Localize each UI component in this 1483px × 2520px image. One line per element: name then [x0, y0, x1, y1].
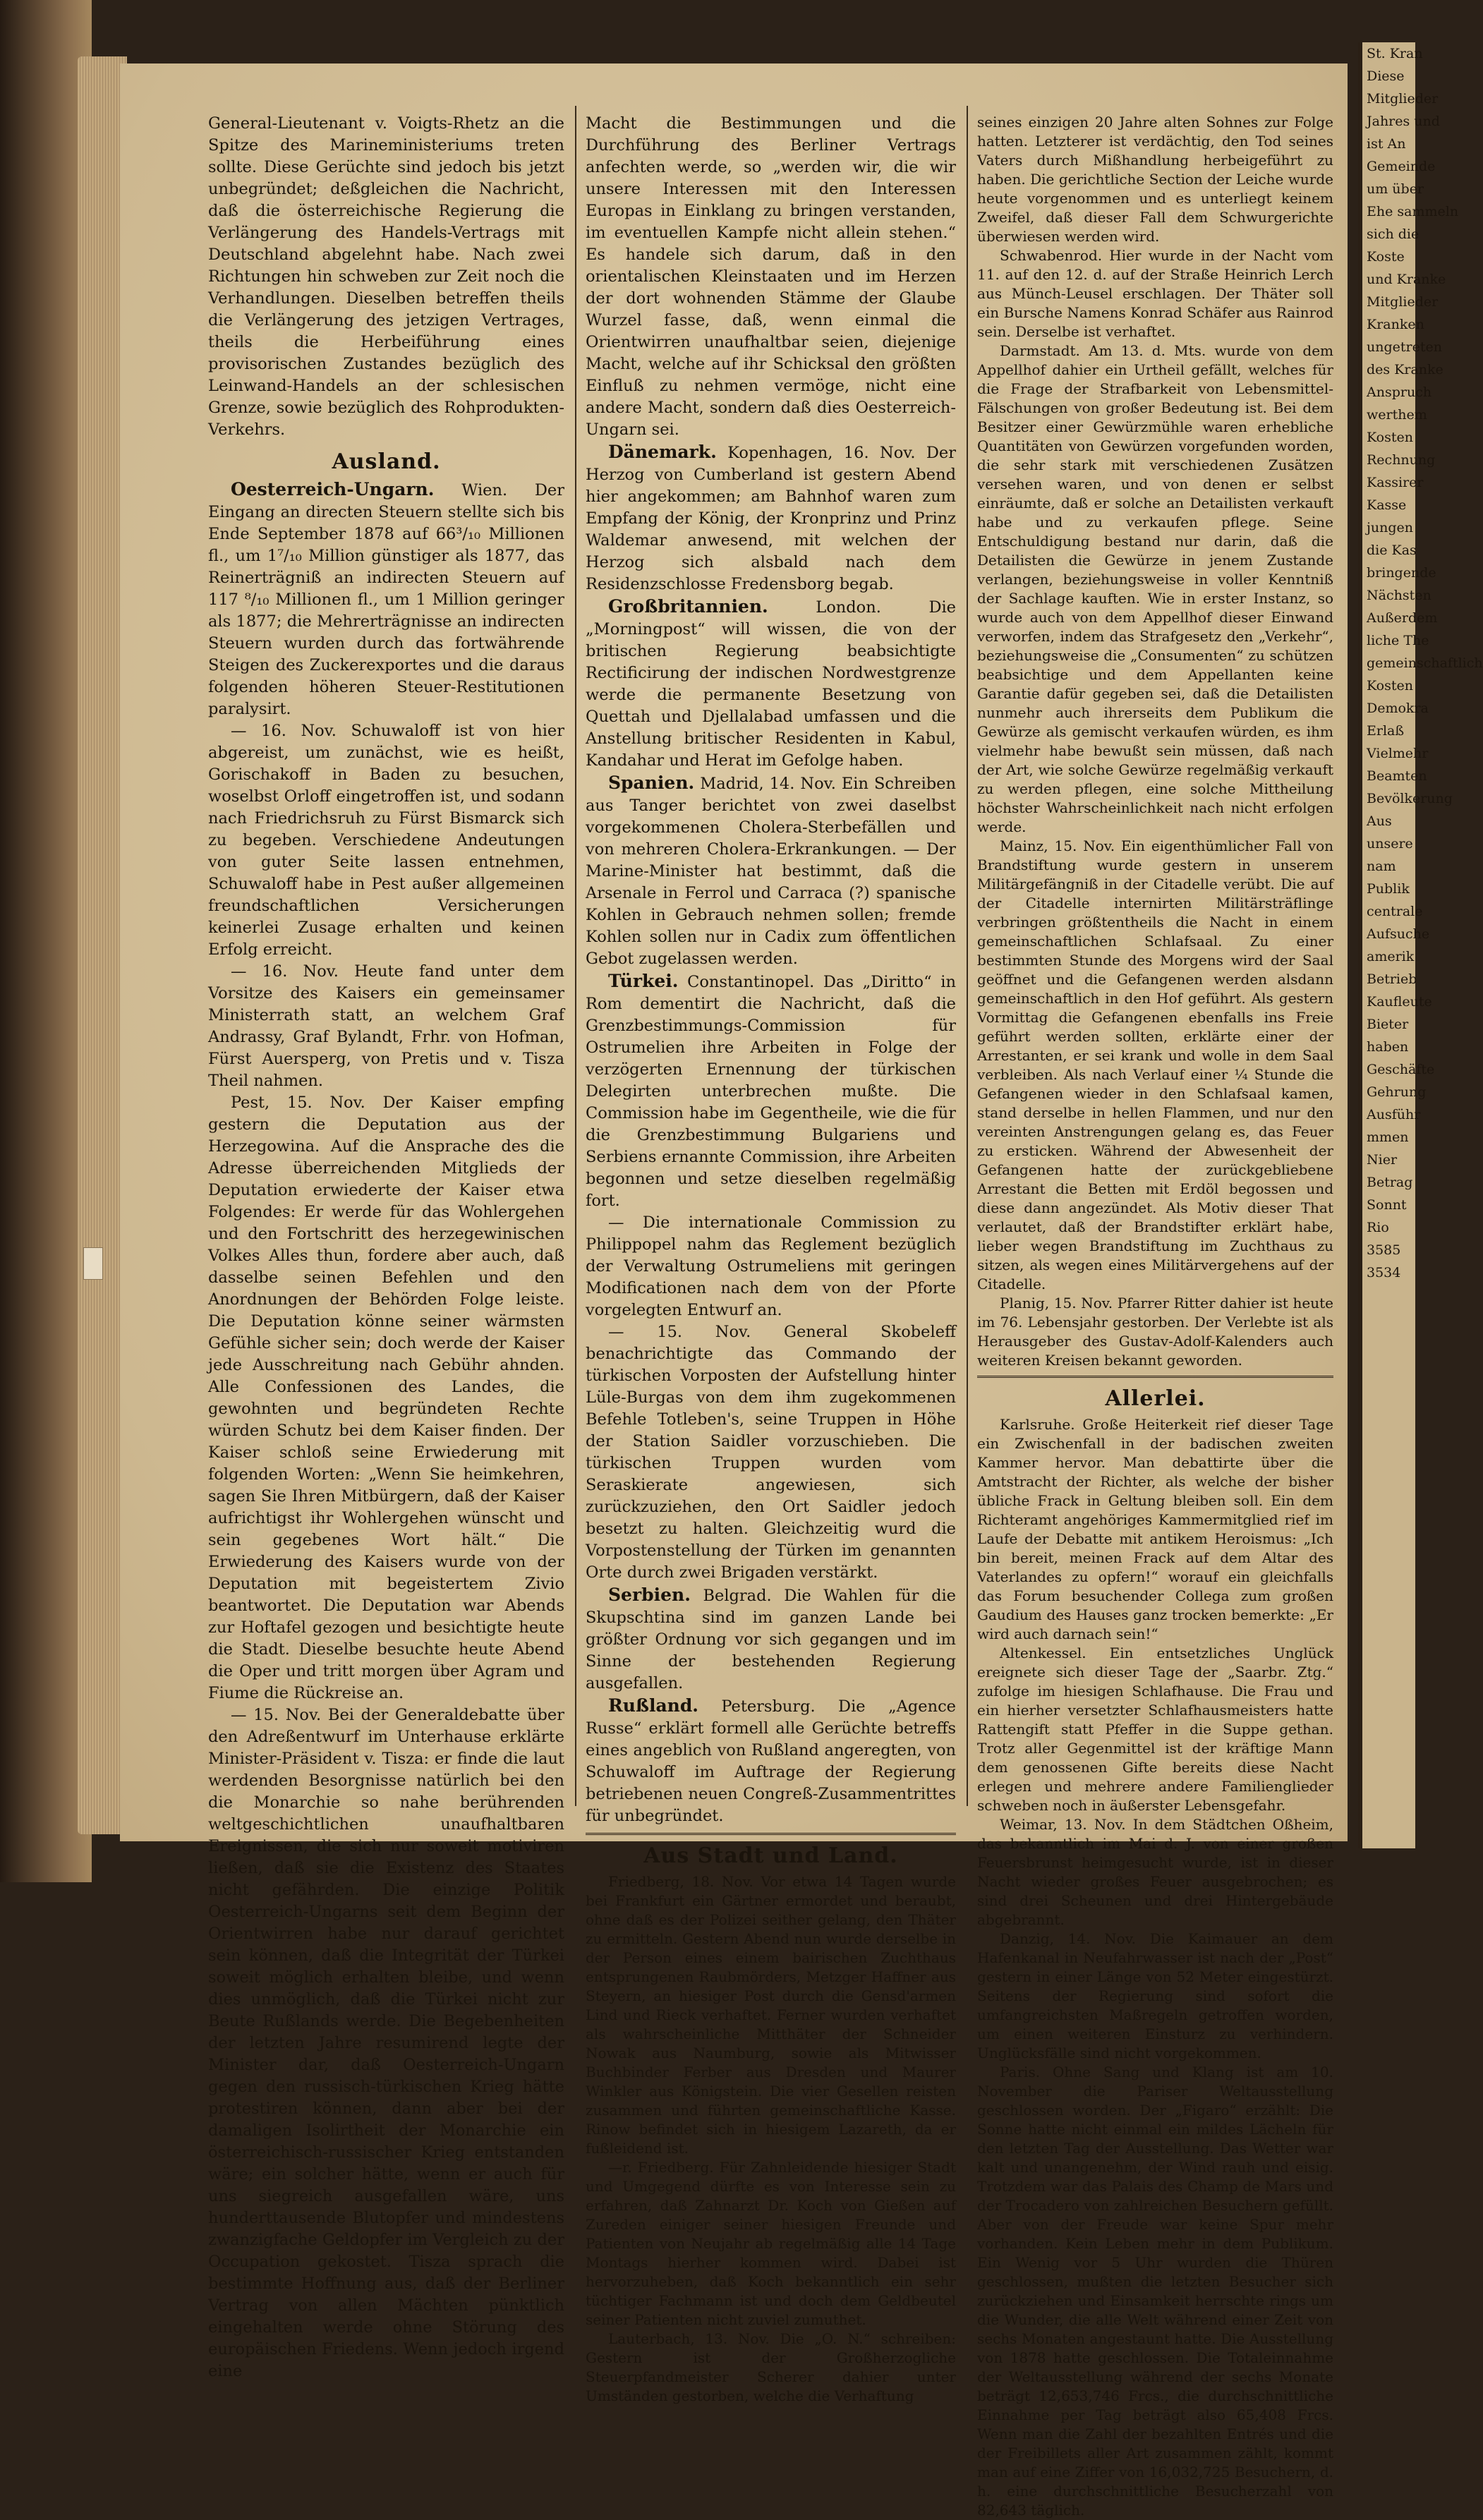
article-text: Lauterbach, 13. Nov. Die „O. N.“ schreiben: Gestern ist der Großherzogliche Steuerpfandmeister Scherer dahier unter Umständen gestorben, welche die Verhaftung — [586, 2330, 956, 2404]
adjacent-page-line: Gehrung — [1367, 1084, 1427, 1100]
article-text: Constantinopel. Das „Diritto“ in Rom dementirt die Nachricht, daß die Grenzbestimmungs-Commission für Ostrumelien ihre Arbeiten in Folge der verzögerten Ernennung der türkischen Delegirten unterbrechen mußte. Die Commission habe im Gegentheile, wie die für die Grenzbestimmung Bulgariens und Serbiens ernannte Commission, ihre Arbeiten begonnen und setze dieselben regelmäßig fort. — [586, 973, 956, 1210]
adjacent-page-line: Nier — [1367, 1152, 1398, 1168]
country-heading: Türkei. — [608, 971, 679, 991]
adjacent-page-line: Anspruch — [1367, 384, 1432, 400]
adjacent-page-line: Jahres und — [1367, 114, 1440, 129]
adjacent-page-line: Demokra — [1367, 701, 1429, 716]
adjacent-page-line: ungetreten — [1367, 339, 1442, 355]
adjacent-page-line: und Kranke — [1367, 272, 1446, 287]
country-heading: Großbritannien. — [608, 596, 768, 617]
adjacent-page-line: bringende — [1367, 565, 1436, 581]
article-text: — 15. Nov. General Skobeleff benachrichtigte das Commando der türkischen Vorposten der Aufstellung hinter Lüle-Burgas von dem ihm zugekommenen Befehle Totleben's, seine Truppen in Höhe der Station Saidler vorzuschieben. Die türkischen Truppen wurden vom Seraskierate angewiesen, sich zurückzuziehen, den Ort Saidler jedoch besetzt zu halten. Gleichzeitig wurd die Vorpostenstellung der Türken im genannten Orte durch zwei Brigaden verstärkt. — [586, 1323, 956, 1582]
adjacent-page-line: Rio — [1367, 1220, 1389, 1235]
article-text: London. Die „Morningpost“ will wissen, die von der britischen Regierung beabsichtigte Rectificirung der indischen Nordwestgrenze werde die permanente Besetzung von Quettah und Djellalabad umfassen und die Anstellung britischer Residenten in Kabul, Kandahar und Herat im Gefolge haben. — [586, 598, 956, 770]
article-text: Petersburg. Die „Agence Russe“ erklärt formell alle Gerüchte betreffs eines angeblich von Rußland angeregten, von Schuwaloff im Auftrage der Regierung betriebenen neuen Congreß-Zusammentrittes für unbegründet. — [586, 1697, 956, 1825]
column-3 — [977, 113, 1333, 2520]
article-oesterreich — [208, 478, 564, 720]
article-russland — [586, 1695, 956, 1827]
adjacent-page-line: Kaufleute — [1367, 994, 1432, 1010]
adjacent-page-line: nam — [1367, 859, 1396, 874]
adjacent-page-line: Aus — [1367, 813, 1392, 829]
adjacent-page-line: Betrag — [1367, 1175, 1413, 1190]
article-text: Friedberg, 18. Nov. Vor etwa 14 Tagen wurde bei Frankfurt ein Gärtner ermordet und beraubt, ohne daß es der Polizei seither gelang, den Thäter zu ermitteln. Gestern Abend nun wurde derselbe in der Person eines einem bairischen Zuchthaus entsprungenen Raubmörders, Metzger Haffner aus Steyern, an hiesiger Post durch die Gensd'armen Lind und Rieck verhaftet. Ferner wurden verhaftet als wahrscheinliche Mitthäter der Schneider Nowak aus Naumburg, sowie als Mitwisser Buchbinder Ferber aus Dresden und Maurer Winkler aus Königstein. Die vier Gesellen reisten zusammen und führten gemeinschaftliche Kasse. Rinow befindet sich in hiesigem Lazareth, da er fußleidend ist. — [586, 1873, 956, 2157]
adjacent-page-line: Kasse — [1367, 497, 1407, 513]
adjacent-page-line: Betrieb — [1367, 971, 1417, 987]
article-text: Danzig, 14. Nov. Die Kaimauer an dem Hafenkanal in Neufahrwasser ist nach der „Post“ gestern in einer Länge von 52 Meter eingestürzt. Seitens der Regierung sind sofort die umfangreichsten Maßregeln getroffen worden, um einen weiteren Einsturz zu verhindern. Unglücksfälle sind nicht vorgekommen. — [977, 1930, 1333, 2061]
article-text: — 16. Nov. Heute fand unter dem Vorsitze des Kaisers ein gemeinsamer Ministerrath statt, an welchem Graf Andrassy, Graf Bylandt, Frhr. von Hofman, Fürst Auersperg, von Pretis und v. Tisza Theil nahmen. — [208, 962, 564, 1090]
country-heading: Serbien. — [608, 1585, 691, 1605]
adjacent-page-line: Bieter — [1367, 1017, 1409, 1032]
article-text: Wien. Der Eingang an directen Steuern stellte sich bis Ende September 1878 auf 66³/₁₀ Millionen fl., um 1⁷/₁₀ Million günstiger als 1877, das Reinerträgniß an indirecten Steuern auf 117 ⁸/₁₀ Millionen fl., um 1 Million geringer als 1877; die Mehrerträgnisse an indirecten Steuern wurden durch das fortwährende Steigen des Zuckerexportes und die daraus folgenden höheren Steuer-Restitutionen paralysirt. — [208, 481, 564, 718]
adjacent-page-line: Außerdem — [1367, 610, 1438, 626]
country-heading: Oesterreich-Ungarn. — [231, 479, 435, 499]
adjacent-page-line: Koste — [1367, 249, 1405, 265]
article-text: — 16. Nov. Schuwaloff ist von hier abgereist, um zunächst, wie es heißt, Gorischakoff in Baden zu besuchen, woselbst Orloff eingetroffen ist, und sodann nach Friedrichsruh zu Fürst Bismarck sich zu begeben. Verschiedene Andeutungen von guter Seite lassen entnehmen, Schuwaloff habe in Pest außer allgemeinen freundschaftlichen Versicherungen keinerlei Zusage erhalten und keinen Erfolg erreicht. — [208, 722, 564, 959]
adjacent-page-line: Kassirer — [1367, 475, 1424, 490]
adjacent-page-line: Sonnt — [1367, 1197, 1407, 1213]
adjacent-page-line: Rechnung — [1367, 452, 1436, 468]
article-grossbritannien — [586, 595, 956, 772]
adjacent-page-line: ist An — [1367, 136, 1406, 152]
country-heading: Rußland. — [608, 1695, 699, 1716]
article-text: Darmstadt. Am 13. d. Mts. wurde von dem Appellhof dahier ein Urtheil gefällt, welches für die Frage der Strafbarkeit von Lebensmittel-Fälschungen von großer Bedeutung ist. Bei dem Besitzer einer Gewürzmühle waren erhebliche Quantitäten von Gewürzen vorgefunden worden, die sehr stark mit verschiedenen Zusätzen versehen waren, und von denen er selbst einräumte, daß er solche an Detailisten verkauft habe und zu verkaufen pflege. Seine Entschuldigung bestand nur darin, daß die Detailisten die Gewürze in jenem Zustande verlangen, beziehungsweise in voller Kenntniß der Sachlage kauften. Wie in erster Instanz, so wurde auch von dem Appellhof dieser Einwand verworfen, indem das Strafgesetz den „Verkehr“, beziehungsweise die „Consumenten“ zu schützen beabsichtige und dem Appellanten keine Garantie dafür gegeben sei, daß die Detailisten nunmehr auch ihrerseits dem Publikum die Gewürze als gemischt verkaufen würden, es ihm vielmehr habe bewußt sein müssen, daß nach der Art, wie solche Gewürze regelmäßig verkauft zu werden pflegen, eine solche Mittheilung höchster Wahrscheinlichkeit nach nicht erfolgen werde. — [977, 342, 1333, 835]
adjacent-page-line: centrale — [1367, 904, 1423, 919]
article-text: — 15. Nov. Bei der Generaldebatte über den Adreßentwurf im Unterhause erklärte Minister-Präsident v. Tisza: er finde die laut werdenden Besorgnisse natürlich bei den die Monarchie so nahe berührenden weltgeschichtlichen unaufhaltbaren Ereignissen, die sich nur soweit motiviren ließen, daß sie die Existenz des Staates nicht gefährden. Die einzige Politik Oesterreich-Ungarns seit dem Beginn der Orientwirren habe nur darauf gerichtet sein können, daß die Integrität der Türkei soweit möglich erhalten bleibe, und wenn dies unmöglich, daß die Türkei nicht zur Beute Rußlands werde. Die Begebenheiten der letzten Jahre resumirend legte der Minister dar, daß Oesterreich-Ungarn gegen den russisch-türkischen Krieg hätte protestiren können, dann aber bei der damaligen Isolirtheit der Monarchie ein österreichisch-russischer Krieg entstanden wäre; ein solcher hätte, wenn er auch für uns siegreich ausgefallen wäre, uns hunderttausende Blutopfer und mindestens zwanzigfache Geldopfer im Vergleich zu der Occupation gekostet. Tisza sprach die bestimmte Hoffnung aus, daß der Berliner Vertrag von allen Mächten pünktlich eingehalten werde ohne Störung des europäischen Friedens. Wenn jedoch irgend eine — [208, 1706, 564, 2380]
adjacent-page-line: Nächsten — [1367, 588, 1431, 603]
article-daenemark — [586, 441, 956, 595]
adjacent-page-line: gemeinschaftlich — [1367, 655, 1483, 671]
adjacent-page-line: die Kas — [1367, 543, 1417, 558]
adjacent-page-line: liche The — [1367, 633, 1429, 648]
article-text: —r. Friedberg. Für Zahnleidende hiesiger Stadt und Umgegend dürfte es von Interesse sein zu erfahren, daß Zahnarzt Dr. Koch von Gießen auf Zureden einiger seiner hiesigen Freunde und Patienten von Neujahr ab regelmäßig alle 14 Tage Montags hierher kommen wird. Dabei ist hervorzuheben, daß Koch bekanntlich ein sehr tüchtiger Fachmann ist und doch dem Geldbeutel seiner Patienten nicht zuviel zumuthet. — [586, 2159, 956, 2328]
adjacent-page-lines — [1362, 42, 1483, 1284]
adjacent-page-line: Kranken — [1367, 317, 1424, 332]
adjacent-page-line: Diese — [1367, 68, 1405, 84]
adjacent-page-line: Ausführ — [1367, 1107, 1421, 1122]
article-text: Mainz, 15. Nov. Ein eigenthümlicher Fall von Brandstiftung wurde gestern in unserem Militärgefängniß in der Citadelle verübt. Die auf der Citadelle internirten Militärsträflinge verbringen größtentheils die Nacht in einem gemeinschaftlichen Schlafsaal. Zu einer bestimmten Stunde des Morgens wird der Saal geöffnet und die Gefangenen werden alsdann gemeinschaftlich in den Hof geführt. Als gestern Vormittag die Gefangenen ebenfalls ins Freie geführt werden sollten, erklärte einer der Arrestanten, er sei krank und wolle in dem Saal verbleiben. Als nach Verlauf einer ¼ Stunde die Gefangenen wieder in den Schlafsaal kamen, stand derselbe in hellen Flammen, und nur den vereinten Anstrengungen gelang es, das Feuer zu ersticken. Während der Abwesenheit der Gefangenen hatte der zurückgebliebene Arrestant die Betten mit Erdöl begossen und diese dann angezündet. Als Motiv dieser That verlautet, daß der Brandstifter erklärt habe, lieber wegen Brandstiftung im Zuchthaus zu sitzen, als wegen eines Militärvergehens auf der Citadelle. — [977, 837, 1333, 1292]
adjacent-page-line: Kosten — [1367, 430, 1413, 445]
adjacent-page-line: Bevölkerung — [1367, 791, 1453, 806]
article-text: Altenkessel. Ein entsetzliches Unglück ereignete sich dieser Tage der „Saarbr. Ztg.“ zufolge im hiesigen Schlafhause. Die Frau und ein hierher versetzter Schlafhausmeisters hatte Rattengift statt Pfeffer in die Suppe gethan. Trotz aller Gegenmittel ist der kräftige Mann dem genossenen Gifte bereits diese Nacht erlegen und mehrere andere Familienglieder schweben noch in äußerster Lebensgefahr. — [977, 1644, 1333, 1814]
section-heading-stadt-land: Aus Stadt und Land. — [643, 1843, 898, 1868]
adjacent-page-line: Aufsuche — [1367, 926, 1430, 942]
country-heading: Spanien. — [608, 773, 695, 793]
article-text: seines einzigen 20 Jahre alten Sohnes zur Folge hatten. Letzterer ist verdächtig, den Tod seines Vaters durch Mißhandlung herbeigeführt zu haben. Die gerichtliche Section der Leiche wurde heute vorgenommen und es unterliegt keinem Zweifel, daß dieser Fall dem Schwurgerichte überwiesen werden wird. — [977, 114, 1333, 245]
adjacent-page-line: um über — [1367, 181, 1424, 197]
adjacent-page-line: Vielmehr — [1367, 746, 1429, 761]
section-divider — [586, 1833, 956, 1835]
adjacent-page-line: sich die — [1367, 226, 1420, 242]
column-2 — [586, 113, 956, 2406]
section-heading-ausland: Ausland. — [332, 449, 441, 474]
column-rule-1 — [575, 106, 576, 1806]
article-text: General-Lieutenant v. Voigts-Rhetz an die Spitze des Marineministeriums treten sollte. Diese Gerüchte sind jedoch bis jetzt unbegründet; deßgleichen die Nachricht, daß die österreichische Regierung die Verlängerung des Handels-Vertrags mit Deutschland abgelehnt habe. Nach zwei Richtungen hin schweben zur Zeit noch die Verhandlungen. Dieselben betreffen theils die Verlängerung des jetzigen Vertrages, theils die Herbeiführung eines provisorischen Zustandes bezüglich des Leinwand-Handels an der schlesischen Grenze, sowie bezüglich des Rohprodukten-Verkehrs. — [208, 114, 564, 439]
adjacent-page-line: Publik — [1367, 881, 1410, 897]
adjacent-page-line: Gemeinde — [1367, 159, 1436, 174]
article-text: — Die internationale Commission zu Philippopel nahm das Reglement bezüglich der Verwaltung Ostrumeliens mit geringen Modificationen nach dem von der Pforte vorgelegten Entwurf an. — [586, 1213, 956, 1319]
article-text: Weimar, 13. Nov. In dem Städtchen Oßheim, das bekanntlich im Mai d. J. von einer großen Feuersbrunst heimgesucht wurde, ist in dieser Nacht wieder großes Feuer ausgebrochen; es sind drei Scheunen und drei Hintergebäude abgebrannt. — [977, 1816, 1333, 1928]
adjacent-page-line: Kosten — [1367, 678, 1413, 693]
article-text: Macht die Bestimmungen und die Durchführung des Berliner Vertrags anfechten werde, so „werden wir, die wir unsere Interessen mit den Interessen Europas in Einklang zu bringen verstanden, im eventuellen Kampfe nicht allein stehen.“ Es handele sich darum, daß in den orientalischen Kleinstaaten und im Herzen der dort wohnenden Stämme der Glaube Wurzel fasse, daß, wenn einmal die Orientwirren unaufhaltbar seien, diejenige Macht, welche auf ihr Schicksal den größten Einfluß zu nehmen vermöge, nicht eine andere Macht, sondern daß dies Oesterreich-Ungarn sei. — [586, 114, 956, 439]
section-heading-allerlei: Allerlei. — [1105, 1386, 1206, 1411]
adjacent-page-line: Geschäfte — [1367, 1062, 1435, 1077]
adjacent-page-line: Beamten — [1367, 768, 1427, 784]
adjacent-page-line: St. Kran — [1367, 46, 1423, 61]
adjacent-page-line: amerik — [1367, 949, 1415, 964]
article-text: Karlsruhe. Große Heiterkeit rief dieser Tage ein Zwischenfall in der badischen zweiten Kammer hervor. Man debattirte über die Amtstracht der Richter, als welche der bisher übliche Frack in Geltung bleiben soll. Ein dem Richteramt angehöriges Kammermitglied rief im Laufe der Debatte mit antikem Heroismus: „Ich bin bereit, meinen Frack auf dem Altar des Vaterlandes zu opfern!“ worauf ein gleichfalls das Forum besuchender Collega zum großen Gaudium des Hauses ganz trocken bemerkte: „Er wird auch darnach sein!“ — [977, 1416, 1333, 1642]
adjacent-page-line: Mitglieder — [1367, 294, 1439, 310]
column-rule-2 — [967, 106, 968, 1806]
adjacent-page-line: mmen — [1367, 1129, 1409, 1145]
adjacent-page-line: des Kranke — [1367, 362, 1443, 377]
article-text: Pest, 15. Nov. Der Kaiser empfing gestern die Deputation aus der Herzegowina. Auf die Ansprache des die Adresse überreichenden Mitglieds der Deputation erwiederte der Kaiser etwa Folgendes: Er werde für das Wohlergehen und den Fortschritt des herzegewinischen Volkes Alles thun, fordere aber auch, daß dasselbe seinen Befehlen und den Anordnungen der Behörden Folge leiste. Die Deputation könne seiner wärmsten Gefühle sicher sein; doch werde der Kaiser jede Ausschreitung nach Gebühr ahnden. Alle Confessionen des Landes, die gewohnten und begründeten Rechte würden Schutz bei dem Kaiser finden. Der Kaiser schloß seine Erwiederung mit folgenden Worten: „Wenn Sie heimkehren, sagen Sie Ihren Mitbürgern, daß der Kaiser aufrichtigst ihr Wohlergehen wünscht und sein gegebenes Wort hält.“ Die Erwiederung des Kaisers wurde von der Deputation mit begeistertem Zivio beantwortet. Die Deputation war Abends zur Hoftafel gezogen und besichtigte heute die Stadt. Dieselbe besuchte heute Abend die Oper und tritt morgen über Agram und Fiume die Rückreise an. — [208, 1094, 564, 1702]
adjacent-page-line: Mitglieder — [1367, 91, 1439, 107]
column-1 — [208, 113, 564, 2382]
adjacent-page-line: unsere — [1367, 836, 1413, 852]
adjacent-page-line: Erlaß — [1367, 723, 1405, 739]
adjacent-page-line: 3534 — [1367, 1265, 1401, 1280]
article-serbien — [586, 1584, 956, 1695]
adjacent-page-line: jungen — [1367, 520, 1414, 535]
article-text: Kopenhagen, 16. Nov. Der Herzog von Cumberland ist gestern Abend hier angekommen; am Bahnhof waren zum Empfang der König, der Kronprinz und Prinz Waldemar anwesend, mit welchen der Herzog sich alsbald nach dem Residenzschlosse Fredensborg begab. — [586, 444, 956, 593]
country-heading: Dänemark. — [608, 442, 717, 462]
paper-tab-marker — [83, 1247, 103, 1280]
adjacent-page-line: werthem — [1367, 407, 1427, 423]
adjacent-page-fragment — [1358, 42, 1483, 1848]
article-text: Belgrad. Die Wahlen für die Skupschtina sind im ganzen Lande bei größter Ordnung vor sich gegangen und im Sinne der bestehenden Regierung ausgefallen. — [586, 1587, 956, 1692]
adjacent-page-line: Ehe sammeln — [1367, 204, 1459, 219]
article-text: Paris. Ohne Sang und Klang ist am 10. November die Pariser Weltausstellung geschlossen worden. Der „Figaro“ erzählt: Die Sonne hatte nicht einmal ein mildes Lächeln für den letzten Tag der Ausstellung. Das Wetter war kalt und unangenehm, der Wind rauh und eisig. Trotzdem war das Palais des Champ de Mars und der Trocadero von zahlreichen Besuchern gefüllt. Aber von der Freude war keine Spur mehr vorhanden. Kein Leben mehr in dem Publikum. Ein Wenig vor 5 Uhr wurden die Thüren geschlossen, mußten die letzten Besucher sich zurückziehen und Einsamkeit herrschte rings um die Wunder, die alle Welt während einer Zeit von sechs Monaten angestaunt hatte. Die Ausstellung von 1878 hatte geschlossen. Die Totaleinnahme der Weltausstellung während der sechs Monate beträgt 12,653,746 Frcs., die durchschnittliche Einnahme per Tag beträgt also 65,408 Frcs. Wenn man die Zahl der bezahlten Entrés und die der Freibillets aller Art zusammen zählt, kommt man auf eine Ziffer von 16,032,725 Besuchern, d. h. eine durchschnittliche Besucherzahl von 82,643 täglich. — [977, 2064, 1333, 2519]
article-text: Madrid, 14. Nov. Ein Schreiben aus Tanger berichtet von zwei daselbst vorgekommenen Cholera-Sterbefällen und von mehreren Cholera-Erkrankungen. — Der Marine-Minister hat bestimmt, daß die Arsenale in Ferrol und Carraca (?) spanische Kohlen in Gebrauch nehmen sollen; fremde Kohlen sollen nur in Cadix zum öffentlichen Gebot zugelassen werden. — [586, 775, 956, 968]
article-spanien — [586, 772, 956, 970]
article-text: Schwabenrod. Hier wurde in der Nacht vom 11. auf den 12. d. auf der Straße Heinrich Lerch aus Münch-Leusel erschlagen. Der Thäter soll ein Bursche Namens Konrad Schäfer aus Rainrod sein. Derselbe ist verhaftet. — [977, 247, 1333, 340]
article-tuerkei — [586, 970, 956, 1212]
adjacent-page-line: 3585 — [1367, 1242, 1401, 1258]
section-divider — [977, 1376, 1333, 1378]
article-text: Planig, 15. Nov. Pfarrer Ritter dahier ist heute im 76. Lebensjahr gestorben. Der Verlebte ist als Herausgeber des Gustav-Adolf-Kalenders auch weiteren Kreisen bekannt geworden. — [977, 1295, 1333, 1369]
adjacent-page-line: haben — [1367, 1039, 1409, 1055]
